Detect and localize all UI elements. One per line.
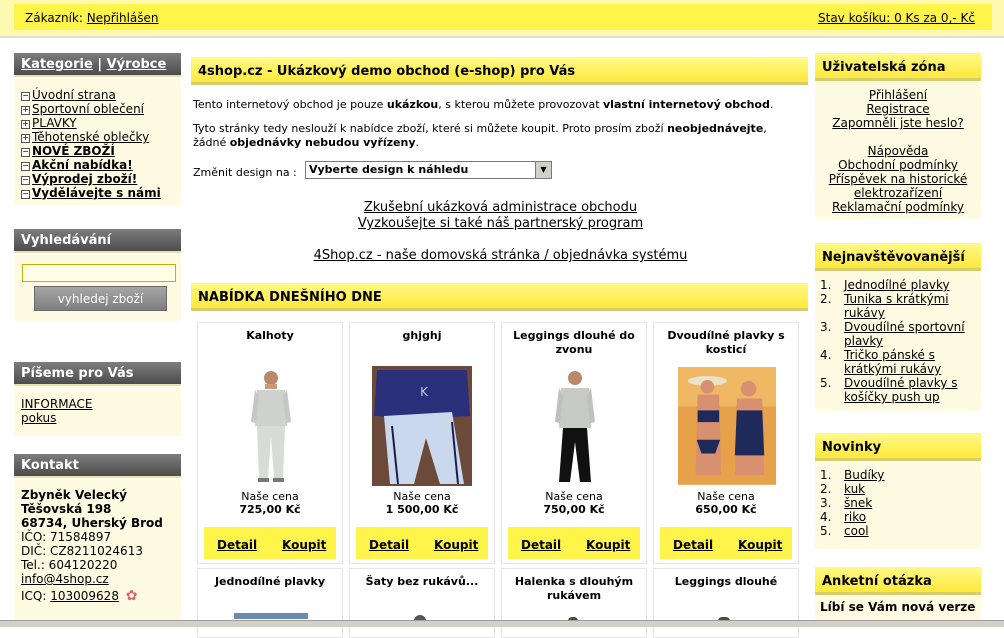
buy-button[interactable]: Koupit [434,538,479,552]
category-item[interactable] [21,102,161,116]
login-status-link[interactable]: Nepřihlášen [86,11,159,25]
product-card[interactable] [501,322,647,564]
intro-text-1e: . [769,98,774,111]
top-bar [0,0,1004,38]
intro-text-2a: Tyto stránky tedy neslouží k nabídce zboží, které si můžete koupit. Proto prosím zboží [193,122,668,135]
write-title: Píšeme pro Vás [21,366,134,381]
product-card[interactable] [501,568,647,638]
product-name[interactable]: Leggings dlouhé [674,575,778,588]
top-visited-item[interactable] [820,278,965,292]
price-label: Naše cena [241,490,299,503]
plus-box-icon[interactable]: + [22,119,29,128]
category-link[interactable]: Výprodej zboží! [32,172,138,186]
detail-button[interactable]: Detail [369,538,410,552]
product-name[interactable]: Halenka s dlouhým rukávem [514,575,634,602]
item-number: 1. [820,468,832,482]
help-link[interactable]: Nápověda [867,144,929,158]
weee-fee-line-1: Příspěvek na historické [828,172,968,186]
news-item[interactable] [820,510,884,524]
admin-demo-link[interactable]: Zkušební ukázková administrace obchodu [363,200,638,215]
product-image-tracksuit[interactable] [372,366,472,486]
user-zone-title: Uživatelská zóna [822,60,946,75]
minus-box-icon[interactable]: − [22,147,29,156]
contact-title: Kontakt [21,458,79,473]
top-visited-link[interactable]: rukávy [844,306,885,320]
top-visited-item[interactable] [820,320,965,348]
top-visited-link[interactable]: Dvoudílné sportovní [844,320,965,334]
contact-email-link[interactable]: info@4shop.cz [21,572,109,586]
contact-dic: DIČ: CZ8211024613 [21,544,143,558]
category-item[interactable] [21,130,161,144]
contact-tel: Tel.: 604120220 [21,558,118,572]
product-name[interactable]: Jednodílné plavky [214,575,326,588]
news-item[interactable] [820,468,884,482]
category-list [21,88,161,200]
detail-button[interactable]: Detail [673,538,714,552]
item-number: 1. [820,278,832,292]
contact-icq-link[interactable]: 103009628 [50,589,119,603]
user-links [815,88,981,130]
register-link[interactable]: Registrace [866,102,930,116]
top-visited-link[interactable]: plavky [844,334,884,348]
minus-box-icon[interactable]: − [22,189,29,198]
news-header [815,433,981,461]
design-select-value: Vyberte design k náhledu [309,163,469,176]
forgot-password-link[interactable]: Zapomněli jste heslo? [832,116,964,130]
top-visited-item[interactable] [820,348,965,376]
admin-link-wrap [193,200,808,215]
complaints-link[interactable]: Reklamační podmínky [831,200,965,214]
product-image-swimsuit[interactable] [678,366,776,486]
item-number: 3. [820,496,832,510]
product-image-leggings[interactable] [525,366,625,486]
cart-status-link[interactable]: Stav košíku: 0 Ks za 0,- Kč [818,11,975,25]
contact-header [14,454,181,478]
intro-text-2f: . [415,136,419,149]
center-title-bar [191,57,808,85]
news-link[interactable]: kuk [844,482,866,496]
intro-text-2b: neobjednávejte [667,122,764,135]
partner-link-wrap [193,216,808,231]
product-name[interactable]: Šaty bez rukávů... [365,575,479,588]
product-price: 650,00 Kč [695,503,757,516]
category-link[interactable]: Sportovní oblečení [32,102,145,116]
buy-button[interactable]: Koupit [738,538,783,552]
product-actions [508,527,640,559]
write-panel [14,388,181,436]
detail-button[interactable]: Detail [521,538,562,552]
product-card[interactable] [197,322,343,564]
icq-flower-icon: ✿ [125,588,138,604]
search-input[interactable] [22,264,176,282]
top-visited-link[interactable]: Jednodílné plavky [844,278,950,292]
tab-categories[interactable]: Kategorie [21,57,93,72]
item-number: 3. [820,320,832,334]
category-link[interactable]: Akční nabídka! [32,158,133,172]
search-header [14,229,181,253]
product-price: 750,00 Kč [543,503,605,516]
contact-icq [21,589,163,603]
product-name[interactable]: Kalhoty [246,329,294,342]
product-price: 725,00 Kč [239,503,301,516]
category-item[interactable] [21,144,161,158]
item-number: 2. [820,482,832,496]
intro-text-1c: , s kterou můžete provozovat [438,98,604,111]
news-link[interactable]: riko [844,510,867,524]
news-list [820,468,884,538]
news-link[interactable]: šnek [844,496,873,510]
news-title: Novinky [822,440,882,455]
buy-button[interactable]: Koupit [282,538,327,552]
price-label: Naše cena [393,490,451,503]
top-bar-inner [14,4,992,30]
offer-title: NABÍDKA DNEŠNÍHO DNE [198,290,382,305]
write-header [14,362,181,386]
top-visited-title: Nejnavštěvovanější [822,250,965,265]
poll-question: Líbí se Vám nová verze [820,600,976,614]
product-actions [660,527,792,559]
product-image-pants[interactable] [221,366,321,486]
contact-name: Zbyněk Velecký [21,488,127,502]
news-item[interactable] [820,524,884,538]
user-zone-header [815,53,981,81]
price-label: Naše cena [697,490,755,503]
news-link[interactable]: Budíky [844,468,885,482]
top-visited-item[interactable] [820,292,965,320]
search-button[interactable]: vyhledej zboží [34,286,167,311]
category-link[interactable]: Vydělávejte s námi [32,186,161,200]
search-title: Vyhledávání [21,233,112,248]
contact-panel [14,480,181,620]
weee-fee-link[interactable] [815,172,981,200]
plus-box-icon[interactable]: + [22,133,29,142]
news-link[interactable]: cool [844,524,869,538]
write-link-informace[interactable]: INFORMACE [21,397,93,411]
top-visited-list [820,278,965,404]
offer-title-bar [191,283,808,311]
write-link-pokus[interactable]: pokus [21,411,57,425]
item-number: 4. [820,510,832,524]
tab-manufacturers[interactable]: Výrobce [106,57,167,72]
product-card[interactable] [653,568,799,638]
poll-title: Anketní otázka [822,574,932,589]
svg-text:K: K [420,385,428,399]
top-visited-header [815,243,981,271]
design-select[interactable] [305,161,552,179]
home-link-wrap [193,248,808,263]
intro-text-1d: vlastní internetový obchod [603,98,770,111]
product-card[interactable] [653,322,799,564]
category-header [14,53,181,77]
homepage-link[interactable]: 4Shop.cz - naše domovská stránka / objednávka systému [313,248,688,263]
intro-text-1b: ukázkou [386,98,439,111]
product-image-thumb[interactable] [234,613,308,619]
intro-paragraph-2 [193,122,808,150]
contact-street: Těšovská 198 [21,502,112,516]
product-card[interactable] [349,568,495,638]
poll-header [815,567,981,595]
intro-text-2e: objednávky nebudou vyřízeny [229,136,416,149]
news-item[interactable] [820,496,884,510]
category-link[interactable]: Úvodní strana [32,88,116,102]
login-link[interactable]: Přihlášení [868,88,928,102]
info-links [815,144,981,214]
intro-text-2d: žádné [193,136,230,149]
product-actions [356,527,488,559]
minus-box-icon[interactable]: − [22,175,29,184]
top-visited-link[interactable]: Tričko pánské s [844,348,935,362]
weee-fee-line-2: elektrozařízení [853,186,943,200]
customer-status [25,11,159,25]
product-name[interactable]: Leggings dlouhé do zvonu [513,329,635,356]
contact-city: 68734, Uherský Brod [21,516,163,530]
plus-box-icon[interactable]: + [22,105,29,114]
contact-icq-label: ICQ: [21,589,47,603]
category-item[interactable] [21,158,161,172]
category-item[interactable] [21,172,161,186]
chevron-down-icon[interactable]: ▼ [535,162,551,178]
minus-box-icon[interactable]: − [22,91,29,100]
page-title: 4shop.cz - Ukázkový demo obchod (e-shop) pro Vás [198,64,576,79]
product-actions [204,527,336,559]
design-label: Změnit design na : [193,166,297,179]
product-card[interactable] [349,322,495,564]
product-card[interactable] [197,568,343,638]
price-label: Naše cena [545,490,603,503]
top-visited-link[interactable]: Dvoudílné plavky s [844,376,958,390]
item-number: 5. [820,376,832,390]
top-visited-item[interactable] [820,376,965,404]
top-visited-link[interactable]: košíčky push up [844,390,940,404]
category-link[interactable]: PLAVKY [32,116,77,130]
category-item[interactable] [21,186,161,200]
customer-label: Zákazník: [25,11,83,25]
contact-ico: IČO: 71584897 [21,530,112,544]
buy-button[interactable]: Koupit [586,538,631,552]
detail-button[interactable]: Detail [217,538,258,552]
product-price: 1 500,00 Kč [385,503,459,516]
item-number: 4. [820,348,832,362]
category-item[interactable] [21,116,161,130]
news-item[interactable] [820,482,884,496]
product-name[interactable]: Dvoudílné plavky s kosticí [667,329,785,356]
partner-program-link[interactable]: Vyzkoušejte si také náš partnerský program [357,216,644,231]
category-link[interactable]: Těhotenské oblečky [32,130,150,144]
category-item[interactable] [21,88,161,102]
category-panel [14,79,181,205]
intro-paragraph-1 [193,98,808,112]
intro-text-2c: , [763,122,767,135]
item-number: 5. [820,524,832,538]
item-number: 2. [820,292,832,306]
tab-separator: | [97,57,103,72]
terms-link[interactable]: Obchodní podmínky [838,158,958,172]
product-name[interactable]: ghjghj [402,329,442,342]
minus-box-icon[interactable]: − [22,161,29,170]
top-visited-link[interactable]: Tunika s krátkými [844,292,949,306]
intro-text-1a: Tento internetový obchod je pouze [193,98,387,111]
category-link[interactable]: NOVÉ ZBOŽÍ [32,144,115,158]
top-visited-link[interactable]: krátkými rukávy [844,362,942,376]
